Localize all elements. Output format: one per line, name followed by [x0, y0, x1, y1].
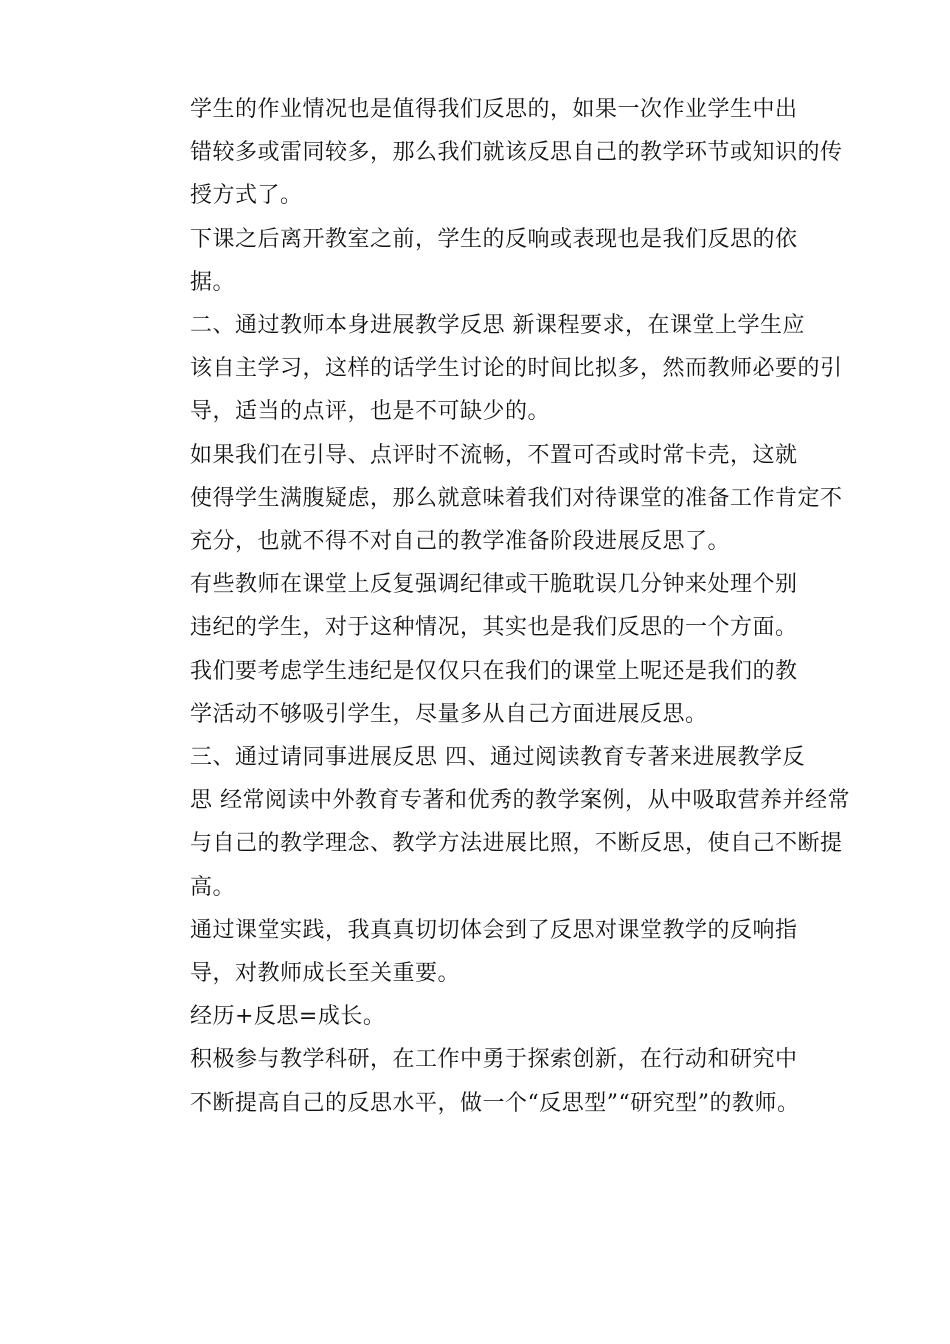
text-line: 学活动不够吸引学生，尽量多从自己方面进展反思。	[190, 701, 708, 727]
paragraph-student-engagement	[146, 650, 806, 736]
text-line: 经历+反思=成长。	[190, 1004, 386, 1030]
text-line: 充分，也就不得不对自己的教学准备阶段进展反思了。	[190, 529, 731, 555]
text-line: 如果我们在引导、点评时不流畅，不置可否或时常卡壳，这就	[190, 442, 798, 468]
text-line: 错较多或雷同较多，那么我们就该反思自己的教学环节或知识的传	[190, 140, 843, 166]
text-line: 高。	[190, 874, 236, 900]
text-line: 下课之后离开教室之前，学生的反响或表现也是我们反思的依	[190, 226, 798, 252]
paragraph-section-two	[146, 304, 843, 434]
text-line: 二、通过教师本身进展教学反思 新课程要求，在课堂上学生应	[190, 313, 805, 339]
text-line: 有些教师在课堂上反复强调纪律或干脆耽误几分钟来处理个别	[190, 572, 798, 598]
paragraph-conclusion	[146, 1038, 806, 1124]
paragraph-after-class	[146, 218, 806, 304]
document-body	[146, 88, 850, 1125]
text-line: 思 经常阅读中外教育专著和优秀的教学案例，从中吸取营养并经常	[190, 788, 850, 814]
text-line: 积极参与教学科研，在工作中勇于探索创新，在行动和研究中	[190, 1047, 798, 1073]
text-line: 导，对教师成长至关重要。	[190, 961, 461, 987]
text-line: 违纪的学生，对于这种情况，其实也是我们反思的一个方面。	[190, 615, 798, 641]
text-line: 与自己的教学理念、教学方法进展比照，不断反思，使自己不断提	[190, 831, 843, 857]
text-line: 三、通过请同事进展反思 四、通过阅读教育专著来进展教学反	[190, 745, 805, 771]
text-line: 学生的作业情况也是值得我们反思的，如果一次作业学生中出	[190, 97, 798, 122]
text-line: 据。	[190, 269, 236, 295]
text-line: 该自主学习，这样的话学生讨论的时间比拟多，然而教师必要的引	[190, 356, 843, 382]
text-line: 不断提高自己的反思水平，做一个“反思型”“研究型”的教师。	[190, 1090, 800, 1116]
text-line: 使得学生满腹疑虑，那么就意味着我们对待课堂的准备工作肯定不	[190, 485, 843, 511]
paragraph-guidance-fluency	[146, 434, 843, 564]
paragraph-formula	[146, 995, 806, 1038]
paragraph-sections-three-four	[146, 736, 850, 909]
paragraph-practice	[146, 909, 806, 995]
text-line: 授方式了。	[190, 183, 303, 209]
paragraph-homework-reflection	[146, 88, 843, 218]
text-line: 通过课堂实践，我真真切切体会到了反思对课堂教学的反响指	[190, 917, 798, 943]
text-line: 导，适当的点评，也是不可缺少的。	[190, 399, 551, 425]
paragraph-discipline	[146, 563, 806, 649]
text-line: 我们要考虑学生违纪是仅仅只在我们的课堂上呢还是我们的教	[190, 658, 798, 684]
